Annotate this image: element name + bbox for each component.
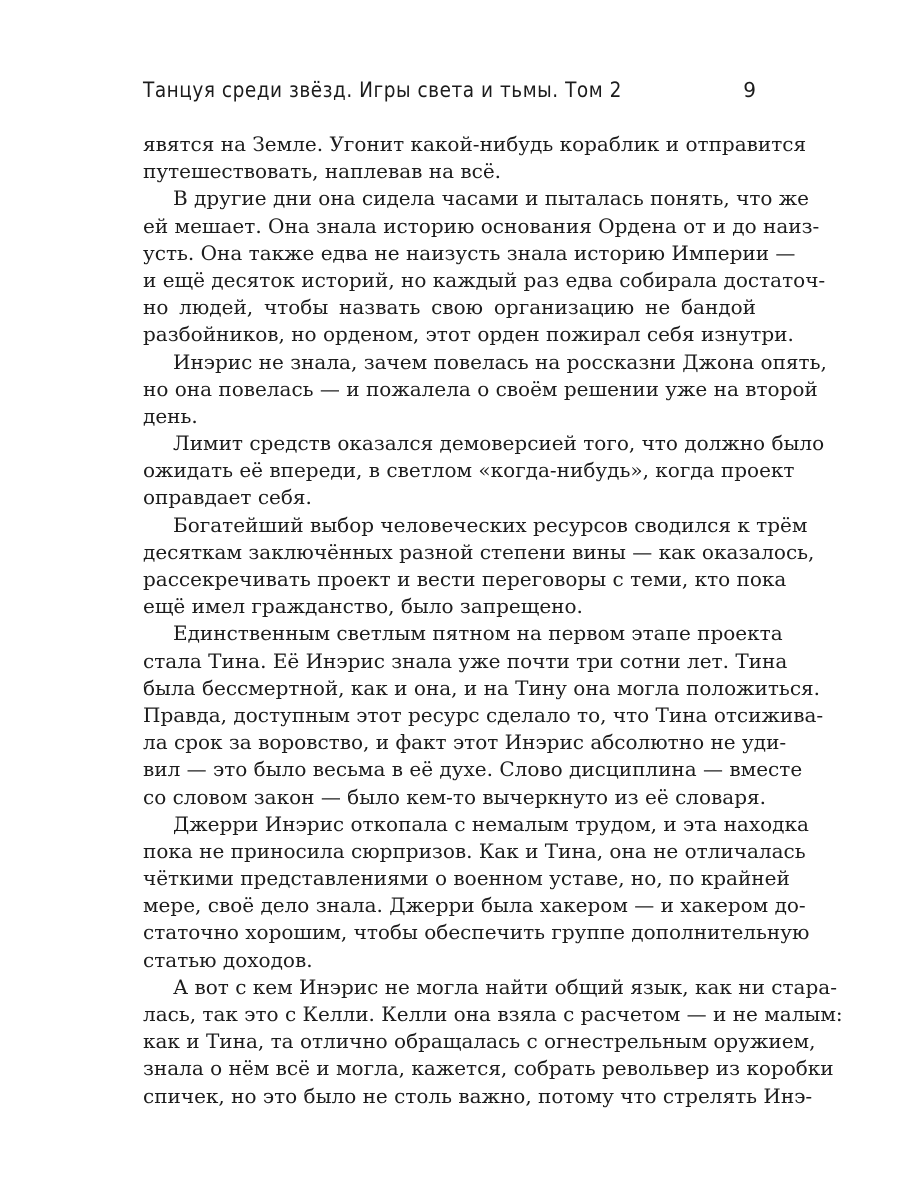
text-line: день. [143,403,198,428]
book-title: Танцуя среди звёзд. Игры света и тьмы. Том 2 [143,78,622,102]
text-line: усть. Она также едва не наизусть знала историю Империи — [143,240,796,265]
text-line: пока не приносила сюрпризов. Как и Тина, она не отличалась [143,838,806,863]
text-line: но людей, чтобы назвать свою организацию не бандой [143,295,756,320]
text-line: спичек, но это было не столь важно, потому что стрелять Инэ- [143,1083,813,1108]
text-line: В другие дни она сидела часами и пыталась понять, что же [173,186,810,211]
text-line: явятся на Земле. Угонит какой-нибудь кораблик и отправится [143,132,807,156]
text-line: Джерри Инэрис откопала с немалым трудом, и эта находка [173,811,809,836]
text-line: статочно хорошим, чтобы обеспечить группе дополнительную [143,920,810,945]
text-line: со словом закон — было кем-то вычеркнуто из её словаря. [143,784,766,809]
text-line: ей мешает. Она знала историю основания Ордена от и до наиз- [143,213,820,238]
text-line: А вот с кем Инэрис не могла найти общий язык, как ни стара- [173,974,837,999]
text-line: Инэрис не знала, зачем повелась на россказни Джона опять, [173,349,827,374]
text-line: была бессмертной, как и она, и на Тину она могла положиться. [143,675,820,700]
text-line: как и Тина, та отлично обращалась с огнестрельным оружием, [143,1029,816,1054]
text-line: стала Тина. Её Инэрис знала уже почти три сотни лет. Тина [143,648,788,673]
page-number: 9 [743,78,756,102]
text-line: ещё имел гражданство, было запрещено. [143,594,583,619]
text-line: путешествовать, наплевав на всё. [143,159,502,184]
text-line: мере, своё дело знала. Джерри была хакером — и хакером до- [143,893,806,918]
body-text [143,131,843,1110]
running-header [143,78,756,108]
text-line: Богатейший выбор человеческих ресурсов сводился к трём [173,512,808,537]
text-line: рассекречивать проект и вести переговоры с теми, кто пока [143,567,787,591]
text-line: Правда, доступным этот ресурс сделало то, что Тина отсижива- [143,702,824,727]
text-line: Единственным светлым пятном на первом этапе проекта [173,621,783,646]
text-line: разбойников, но орденом, этот орден пожирал себя изнутри. [143,322,794,347]
text-line: Лимит средств оказался демоверсией того, что должно было [173,431,825,456]
text-line: чёткими представлениями о военном уставе, но, по крайней [143,866,790,891]
text-line: ожидать её впереди, в светлом «когда-нибудь», когда проект [143,458,795,483]
text-line: ла срок за воровство, и факт этот Инэрис абсолютно не уди- [143,730,787,755]
text-line: но она повелась — и пожалела о своём решении уже на второй [143,376,818,401]
text-line: оправдает себя. [143,485,312,510]
text-line: десяткам заключённых разной степени вины — как оказалось, [143,539,815,564]
text-line: знала о нём всё и могла, кажется, собрать револьвер из коробки [143,1056,834,1081]
text-line: лась, так это с Келли. Келли она взяла с расчетом — и не малым: [143,1002,843,1026]
text-line: вил — это было весьма в её духе. Слово дисциплина — вместе [143,757,803,782]
text-line: статью доходов. [143,947,313,972]
text-line: и ещё десяток историй, но каждый раз едва собирала достаточ- [143,267,826,292]
